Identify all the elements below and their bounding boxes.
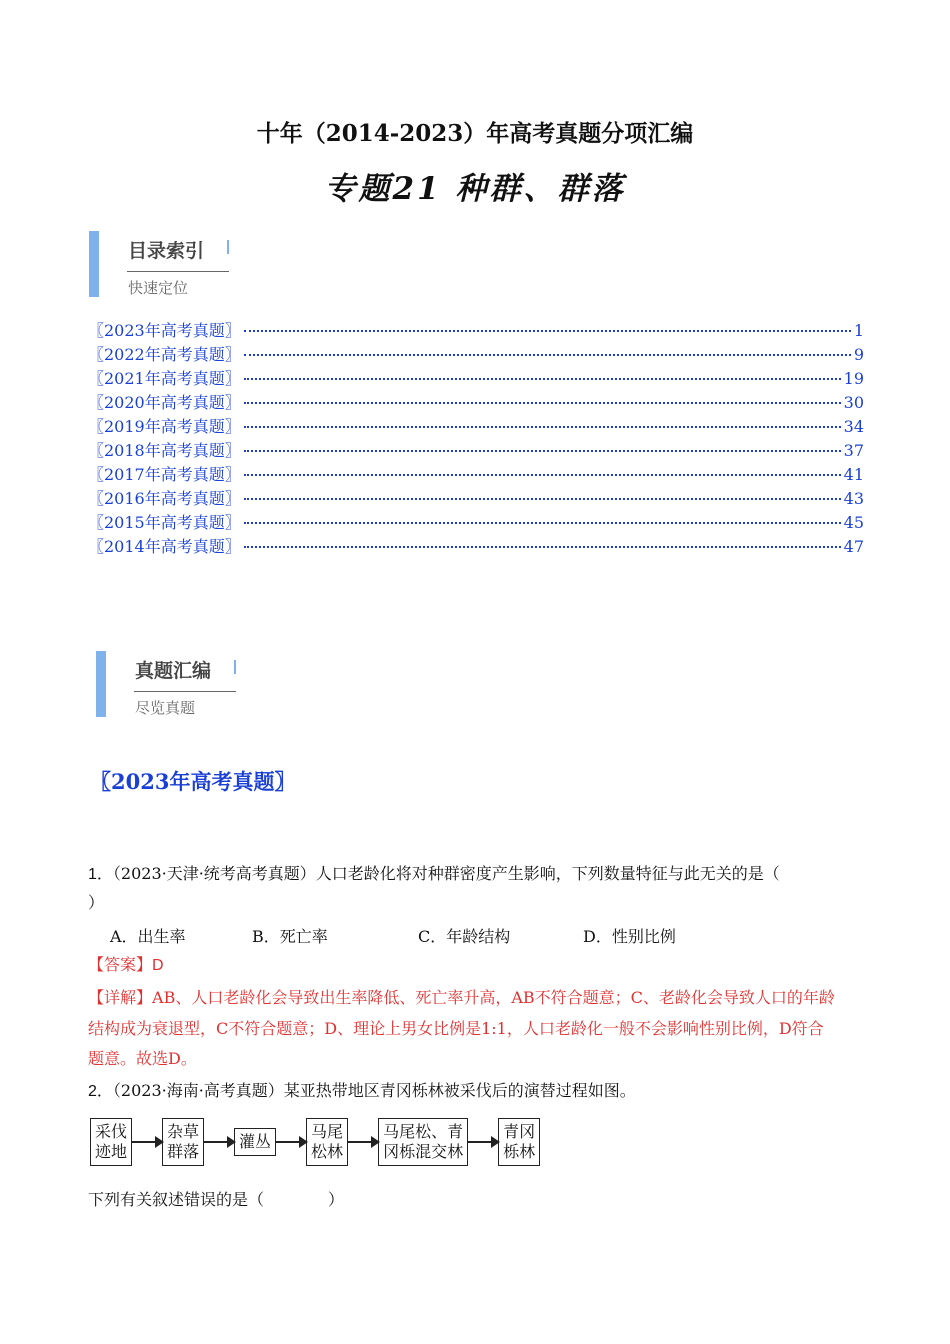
- explanation-line-1: AB、人口老龄化会导致出生率降低、死亡率升高，AB不符合题意；C、老龄化会导致人口的年龄: [152, 988, 835, 1007]
- toc-entry-page: 37: [843, 441, 864, 460]
- question-number: 1．: [88, 866, 113, 883]
- toc-entry-2023[interactable]: [88, 318, 864, 342]
- toc-leader: [244, 498, 841, 500]
- question-number: 2．: [88, 1083, 113, 1100]
- toc-entry-2022[interactable]: [88, 342, 864, 366]
- flow-step-3: 灌丛: [234, 1128, 276, 1156]
- succession-flowchart: [90, 1118, 540, 1166]
- explanation-line-3: 题意。故选D。: [88, 1049, 197, 1068]
- toc-entry-label: 〖2022年高考真题〗: [88, 345, 241, 364]
- toc-entry-2020[interactable]: [88, 390, 864, 414]
- toc-badge-bar: [89, 231, 99, 297]
- explanation-label: 【详解】: [88, 990, 153, 1007]
- toc-entry-2015[interactable]: [88, 510, 864, 534]
- toc-leader: [244, 402, 841, 404]
- exam-badge-subtitle: 尽览真题: [135, 699, 196, 717]
- question-2-prompt: 下列有关叙述错误的是（ ）: [88, 1190, 345, 1209]
- option-a: A．出生率: [110, 927, 186, 946]
- toc-badge-tick: [227, 240, 229, 254]
- topic-title: 专题21 种群、群落: [324, 171, 626, 207]
- document-title: 十年（2014-2023）年高考真题分项汇编: [256, 120, 694, 147]
- toc-leader: [244, 546, 841, 548]
- toc-entry-2016[interactable]: [88, 486, 864, 510]
- toc-badge-subtitle: 快速定位: [128, 279, 189, 297]
- toc-entry-page: 1: [853, 321, 864, 340]
- exam-badge-title: 真题汇编: [135, 660, 212, 682]
- toc-leader: [244, 378, 841, 380]
- toc-leader: [244, 522, 841, 524]
- flow-step-5: 马尾松、青 冈栎混交林: [378, 1118, 468, 1166]
- question-1: [88, 860, 868, 917]
- table-of-contents: [88, 318, 864, 558]
- flow-arrow: [204, 1141, 234, 1143]
- option-b: B．死亡率: [252, 927, 328, 946]
- exam-badge-bar: [96, 651, 106, 717]
- toc-entry-page: 45: [843, 513, 864, 532]
- toc-entry-page: 47: [843, 537, 864, 556]
- toc-entry-2019[interactable]: [88, 414, 864, 438]
- flow-arrow: [468, 1141, 498, 1143]
- explanation-line-2: 结构成为衰退型，C不符合题意；D、理论上男女比例是1:1，人口老龄化一般不会影响性别比例，D符合: [88, 1019, 824, 1038]
- toc-entry-page: 9: [853, 345, 864, 364]
- toc-entry-label: 〖2019年高考真题〗: [88, 417, 241, 436]
- explanation: [88, 983, 878, 1074]
- question-stem-end: ）: [88, 893, 105, 912]
- toc-entry-page: 30: [843, 393, 864, 412]
- toc-leader: [244, 474, 841, 476]
- exam-badge-tick: [234, 660, 236, 674]
- toc-entry-label: 〖2015年高考真题〗: [88, 513, 241, 532]
- toc-entry-page: 19: [843, 369, 864, 388]
- toc-entry-2018[interactable]: [88, 438, 864, 462]
- question-stem: （2023·天津·统考高考真题）人口老龄化将对种群密度产生影响，下列数量特征与此无关的是（: [112, 864, 780, 883]
- exam-badge-divider: [134, 691, 236, 692]
- toc-entry-label: 〖2018年高考真题〗: [88, 441, 241, 460]
- flow-arrow: [348, 1141, 378, 1143]
- flow-step-1: 采伐 迹地: [90, 1118, 132, 1166]
- toc-entry-label: 〖2021年高考真题〗: [88, 369, 241, 388]
- toc-entry-2017[interactable]: [88, 462, 864, 486]
- toc-entry-2021[interactable]: [88, 366, 864, 390]
- flow-step-6: 青冈 栎林: [498, 1118, 540, 1166]
- flow-step-2: 杂草 群落: [162, 1118, 204, 1166]
- toc-entry-label: 〖2020年高考真题〗: [88, 393, 241, 412]
- flow-arrow: [276, 1141, 306, 1143]
- toc-leader: [244, 426, 841, 428]
- toc-entry-label: 〖2023年高考真题〗: [88, 321, 241, 340]
- toc-entry-label: 〖2017年高考真题〗: [88, 465, 241, 484]
- toc-leader: [244, 330, 851, 332]
- question-2: [88, 1077, 868, 1106]
- toc-entry-page: 34: [843, 417, 864, 436]
- option-c: C．年龄结构: [418, 927, 511, 946]
- flow-arrow: [132, 1141, 162, 1143]
- question-stem: （2023·海南·高考真题）某亚热带地区青冈栎林被采伐后的演替过程如图。: [112, 1081, 636, 1100]
- flow-step-4: 马尾 松林: [306, 1118, 348, 1166]
- option-d: D．性别比例: [583, 927, 676, 946]
- toc-entry-label: 〖2014年高考真题〗: [88, 537, 241, 556]
- year-heading: 〖2023年高考真题〗: [90, 769, 296, 794]
- toc-entry-2014[interactable]: [88, 534, 864, 558]
- toc-entry-page: 43: [843, 489, 864, 508]
- toc-leader: [244, 450, 841, 452]
- toc-entry-label: 〖2016年高考真题〗: [88, 489, 241, 508]
- toc-badge-title: 目录索引: [128, 240, 205, 262]
- toc-badge-divider: [127, 271, 229, 272]
- toc-entry-page: 41: [843, 465, 864, 484]
- toc-leader: [244, 354, 851, 356]
- answer: 【答案】D: [88, 957, 164, 974]
